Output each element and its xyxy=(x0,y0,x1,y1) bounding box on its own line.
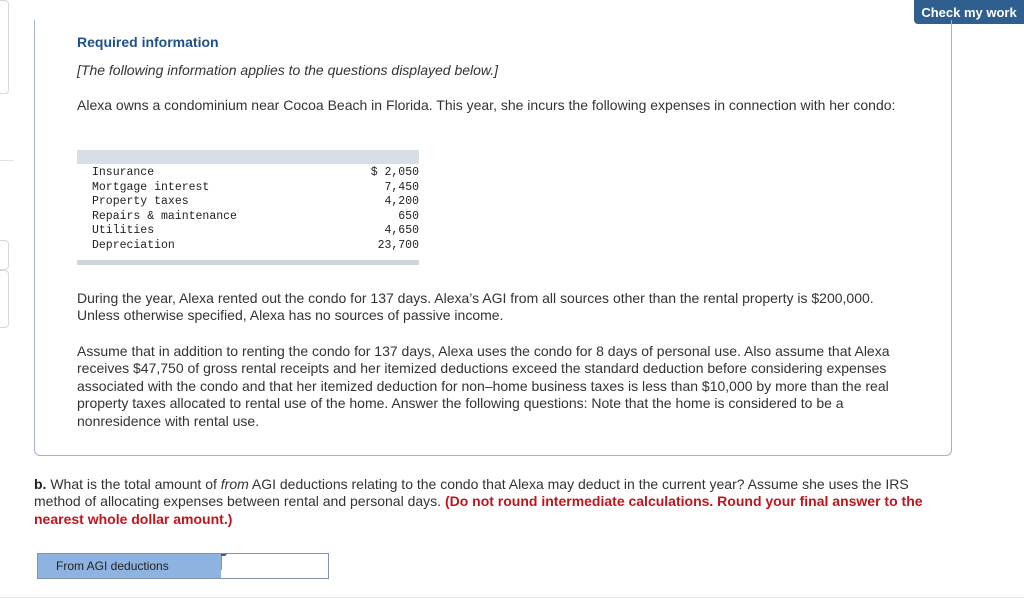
expenses-table xyxy=(77,150,419,265)
left-divider xyxy=(0,160,14,161)
bottom-divider xyxy=(0,597,1024,598)
expense-amount: $ 2,050 xyxy=(370,166,419,179)
table-row xyxy=(77,166,419,181)
left-tab-bottom[interactable] xyxy=(0,270,9,328)
question-text-emphasis: from xyxy=(220,476,249,492)
question-label: b. xyxy=(34,476,47,492)
required-information-title: Required information xyxy=(77,34,219,50)
expense-label: Utilities xyxy=(92,224,155,238)
table-row xyxy=(77,239,419,254)
expense-amount: 7,450 xyxy=(384,180,419,194)
table-row xyxy=(77,210,419,225)
intro-text: Alexa owns a condominium near Cocoa Beach in Florida. This year, she incurs the following expenses in connection with her condo: xyxy=(77,97,896,113)
table-row xyxy=(77,195,419,210)
answer-input-wrap xyxy=(221,554,328,578)
expense-amount: 4,200 xyxy=(384,195,419,209)
from-agi-deductions-input[interactable] xyxy=(221,556,328,570)
answer-label: From AGI deductions xyxy=(38,554,221,578)
left-tab-mid[interactable] xyxy=(0,240,9,270)
expense-amount: 4,650 xyxy=(384,224,419,238)
required-information-box xyxy=(34,20,952,456)
expense-label: Repairs & maintenance xyxy=(92,209,237,223)
check-my-work-button[interactable]: Check my work xyxy=(914,0,1024,24)
expense-label: Property taxes xyxy=(92,195,189,209)
table-row xyxy=(77,181,419,196)
left-tab-top[interactable] xyxy=(0,0,9,94)
expense-amount: 650 xyxy=(398,209,419,223)
expense-amount: 23,700 xyxy=(377,238,419,252)
table-row xyxy=(77,224,419,239)
left-rail xyxy=(0,0,12,599)
expense-label: Insurance xyxy=(92,166,155,179)
rental-days-paragraph: During the year, Alexa rented out the condo for 137 days. Alexa’s AGI from all sources other than the rental property is $200,000. Unless otherwise specified, Alexa has no sources of passive income. xyxy=(77,290,874,324)
question-text-part-2: AGI deductions relating to the condo that Alexa may deduct in the current year? Assume she uses the IRS method of allocating expenses between rental and personal days. xyxy=(34,476,909,510)
assumptions-paragraph: Assume that in addition to renting the condo for 137 days, Alexa uses the condo for 8 days of personal use. Also assume that Alexa receives $47,750 of gross rental receipts and her itemized deductions exceed the standard deduction before considering expenses associated with the condo and that her itemized deduction for non–home business taxes is less than $10,000 by more than the real property taxes allocated to rental use of the home. Answer the following questions: Note that the home is considered to be a nonresidence with rental use. xyxy=(77,343,890,429)
question-text-part-1: What is the total amount of xyxy=(50,476,217,492)
question-b xyxy=(34,476,954,528)
answer-row xyxy=(37,553,329,579)
expense-label: Depreciation xyxy=(92,238,175,252)
expense-label: Mortgage interest xyxy=(92,180,210,194)
rounding-instruction: (Do not round intermediate calculations. Round your final answer to the nearest whole dollar amount.) xyxy=(34,493,923,527)
applies-note: [The following information applies to the questions displayed below.] xyxy=(77,62,499,78)
